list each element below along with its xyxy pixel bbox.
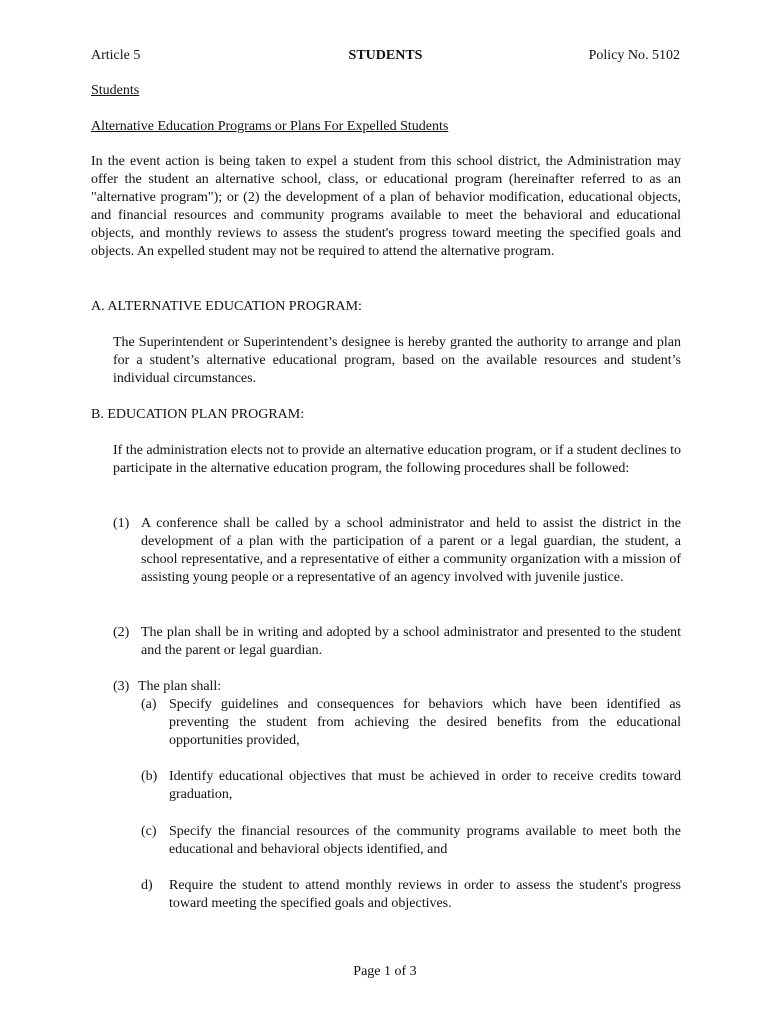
list-item-text: The plan shall:	[138, 679, 222, 694]
page-number: Page 1 of 3	[353, 964, 417, 979]
sub-item-text: Specify the financial resources of the community programs available to meet both the educational and behavioral objects identified, and	[169, 824, 681, 857]
policy-number: Policy No. 5102	[588, 48, 680, 63]
section-a-heading: A. ALTERNATIVE EDUCATION PROGRAM:	[91, 299, 362, 314]
section-b-heading: B. EDUCATION PLAN PROGRAM:	[91, 407, 305, 422]
list-item-number: (3)	[113, 679, 130, 694]
sub-list-item	[141, 696, 681, 750]
list-item	[113, 678, 681, 696]
page-header	[91, 47, 680, 67]
sub-list-item	[141, 877, 681, 913]
section-a-text: The Superintendent or Superintendent’s designee is hereby granted the authority to arrange and plan for a student’s alternative educational program, based on the available resources and student’s individual circumstances.	[113, 335, 681, 386]
section-label: Students	[91, 83, 140, 98]
sub-item-letter: (a)	[141, 697, 157, 712]
list-item-text: A conference shall be called by a school administrator and held to assist the district in the development of a plan with the participation of a parent or a legal guardian, the student, a school representative, and a representative of either a community organization with a mission of assisting young people or a representative of an agency involved with juvenile justice.	[141, 516, 681, 585]
list-item-number: (2)	[113, 625, 130, 640]
list-item-text: The plan shall be in writing and adopted by a school administrator and presented to the student and the parent or legal guardian.	[141, 625, 681, 658]
sub-item-text: Specify guidelines and consequences for behaviors which have been identified as preventing the student from achieving the desired benefits from the educational opportunities provided,	[169, 697, 681, 748]
sub-list-item	[141, 768, 681, 804]
sub-item-letter: (b)	[141, 769, 158, 784]
sub-item-text: Require the student to attend monthly reviews in order to assess the student's progress toward meeting the specified goals and objectives.	[169, 878, 681, 911]
sub-item-letter: d)	[141, 878, 153, 893]
article-label: Article 5	[91, 48, 141, 63]
header-title: STUDENTS	[348, 48, 423, 63]
sub-item-letter: (c)	[141, 824, 157, 839]
sub-list-item	[141, 823, 681, 859]
section-b-text: If the administration elects not to provide an alternative education program, or if a student declines to participate in the alternative education program, the following procedures shall be followed:	[113, 443, 681, 476]
list-item-number: (1)	[113, 516, 130, 531]
list-item	[113, 515, 681, 587]
intro-paragraph: In the event action is being taken to expel a student from this school district, the Administration may offer the student an alternative school, class, or educational program (hereinafter referred to as an "alternative program"); or (2) the development of a plan of behavior modification, educational objects, and financial resources and community programs available to meet the behavioral and educational objects, and monthly reviews to assess the student's progress toward meeting the specified goals and objects. An expelled student may not be required to attend the alternative program.	[91, 154, 681, 259]
sub-item-text: Identify educational objectives that must be achieved in order to receive credits toward graduation,	[169, 769, 681, 802]
policy-title: Alternative Education Programs or Plans For Expelled Students	[91, 119, 449, 134]
list-item	[113, 624, 681, 660]
